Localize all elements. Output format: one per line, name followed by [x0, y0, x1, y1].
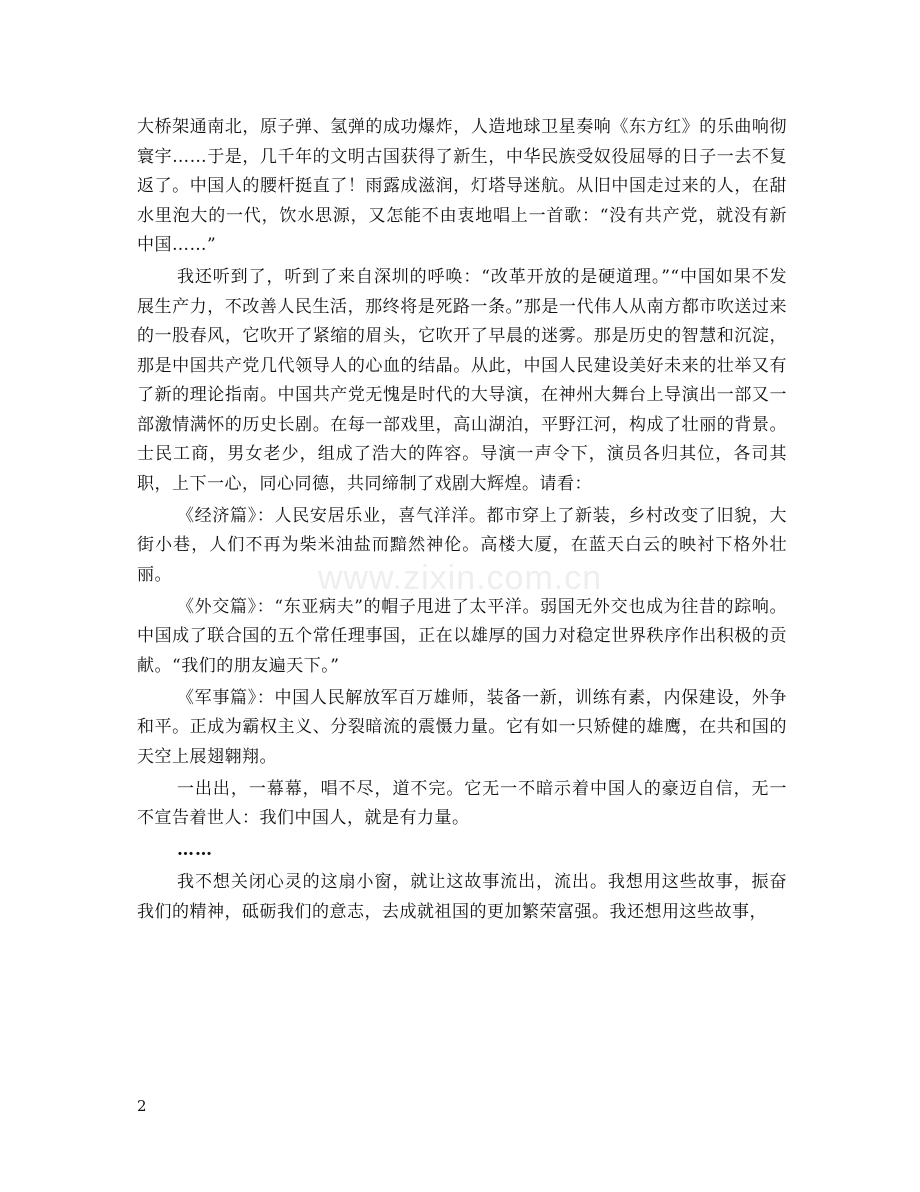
page-number: 2	[137, 1097, 147, 1115]
paragraph-summary: 一出出，一幕幕，唱不尽，道不完。它无一不暗示着中国人的豪迈自信，无一不宣告着世人：我们中国人，就是有力量。	[137, 778, 787, 828]
paragraph-military: 《军事篇》：中国人民解放军百万雄师，装备一新，训练有素，内保建设，外争和平。正成为霸权主义、分裂暗流的震慑力量。它有如一只矫健的雄鹰，在共和国的天空上展翅翱翔。	[137, 687, 787, 767]
paragraph-diplomacy: 《外交篇》：“东亚病夫”的帽子甩进了太平洋。弱国无外交也成为往昔的踪响。中国成了联合国的五个常任理事国，正在以雄厚的国力对稳定世界秩序作出积极的贡献。“我们的朋友遍天下。”	[137, 596, 787, 676]
watermark-text: www.zixin.com.cn	[317, 559, 603, 597]
paragraph-economy: 《经济篇》：人民安居乐业，喜气洋洋。都市穿上了新装，乡村改变了旧貌，大街小巷，人们不再为柴米油盐而黯然神伦。高楼大厦，在蓝天白云的映衬下格外壮丽。	[137, 505, 787, 585]
body-text	[137, 113, 787, 930]
paragraph-shenzhen: 我还听到了，听到了来自深圳的呼唤：“改革开放的是硬道理。”“中国如果不发展生产力，不改善人民生活，那终将是死路一条。”那是一代伟人从南方都市吹送过来的一股春风，它吹开了紧缩的眉头，它吹开了早晨的迷雾。那是历史的智慧和沉淀，那是中国共产党几代领导人的心血的结晶。从此，中国人民建设美好未来的壮举又有了新的理论指南。中国共产党无愧是时代的大导演，在神州大舞台上导演出一部又一部激情满怀的历史长剧。在每一部戏里，高山湖泊，平野江河，构成了壮丽的背景。士民工商，男女老少，组成了浩大的阵容。导演一声令下，演员各归其位，各司其职，上下一心，同心同德，共同缔制了戏剧大辉煌。请看：	[137, 267, 787, 494]
ellipsis-separator: ……	[177, 840, 213, 860]
paragraph-continuation: 大桥架通南北，原子弹、氢弹的成功爆炸，人造地球卫星奏响《东方红》的乐曲响彻寰宇……于是，几千年的文明古国获得了新生，中华民族受奴役屈辱的日子一去不复返了。中国人的腰杆挺直了！雨露成滋润，灯塔导迷航。从旧中国走过来的人，在甜水里泡大的一代，饮水思源，又怎能不由衷地唱上一首歌：“没有共产党，就没有新中国……”	[137, 117, 787, 255]
paragraph-closing: 我不想关闭心灵的这扇小窗，就让这故事流出，流出。我想用这些故事，振奋我们的精神，砥砺我们的意志，去成就祖国的更加繁荣富强。我还想用这些故事，	[137, 872, 787, 922]
